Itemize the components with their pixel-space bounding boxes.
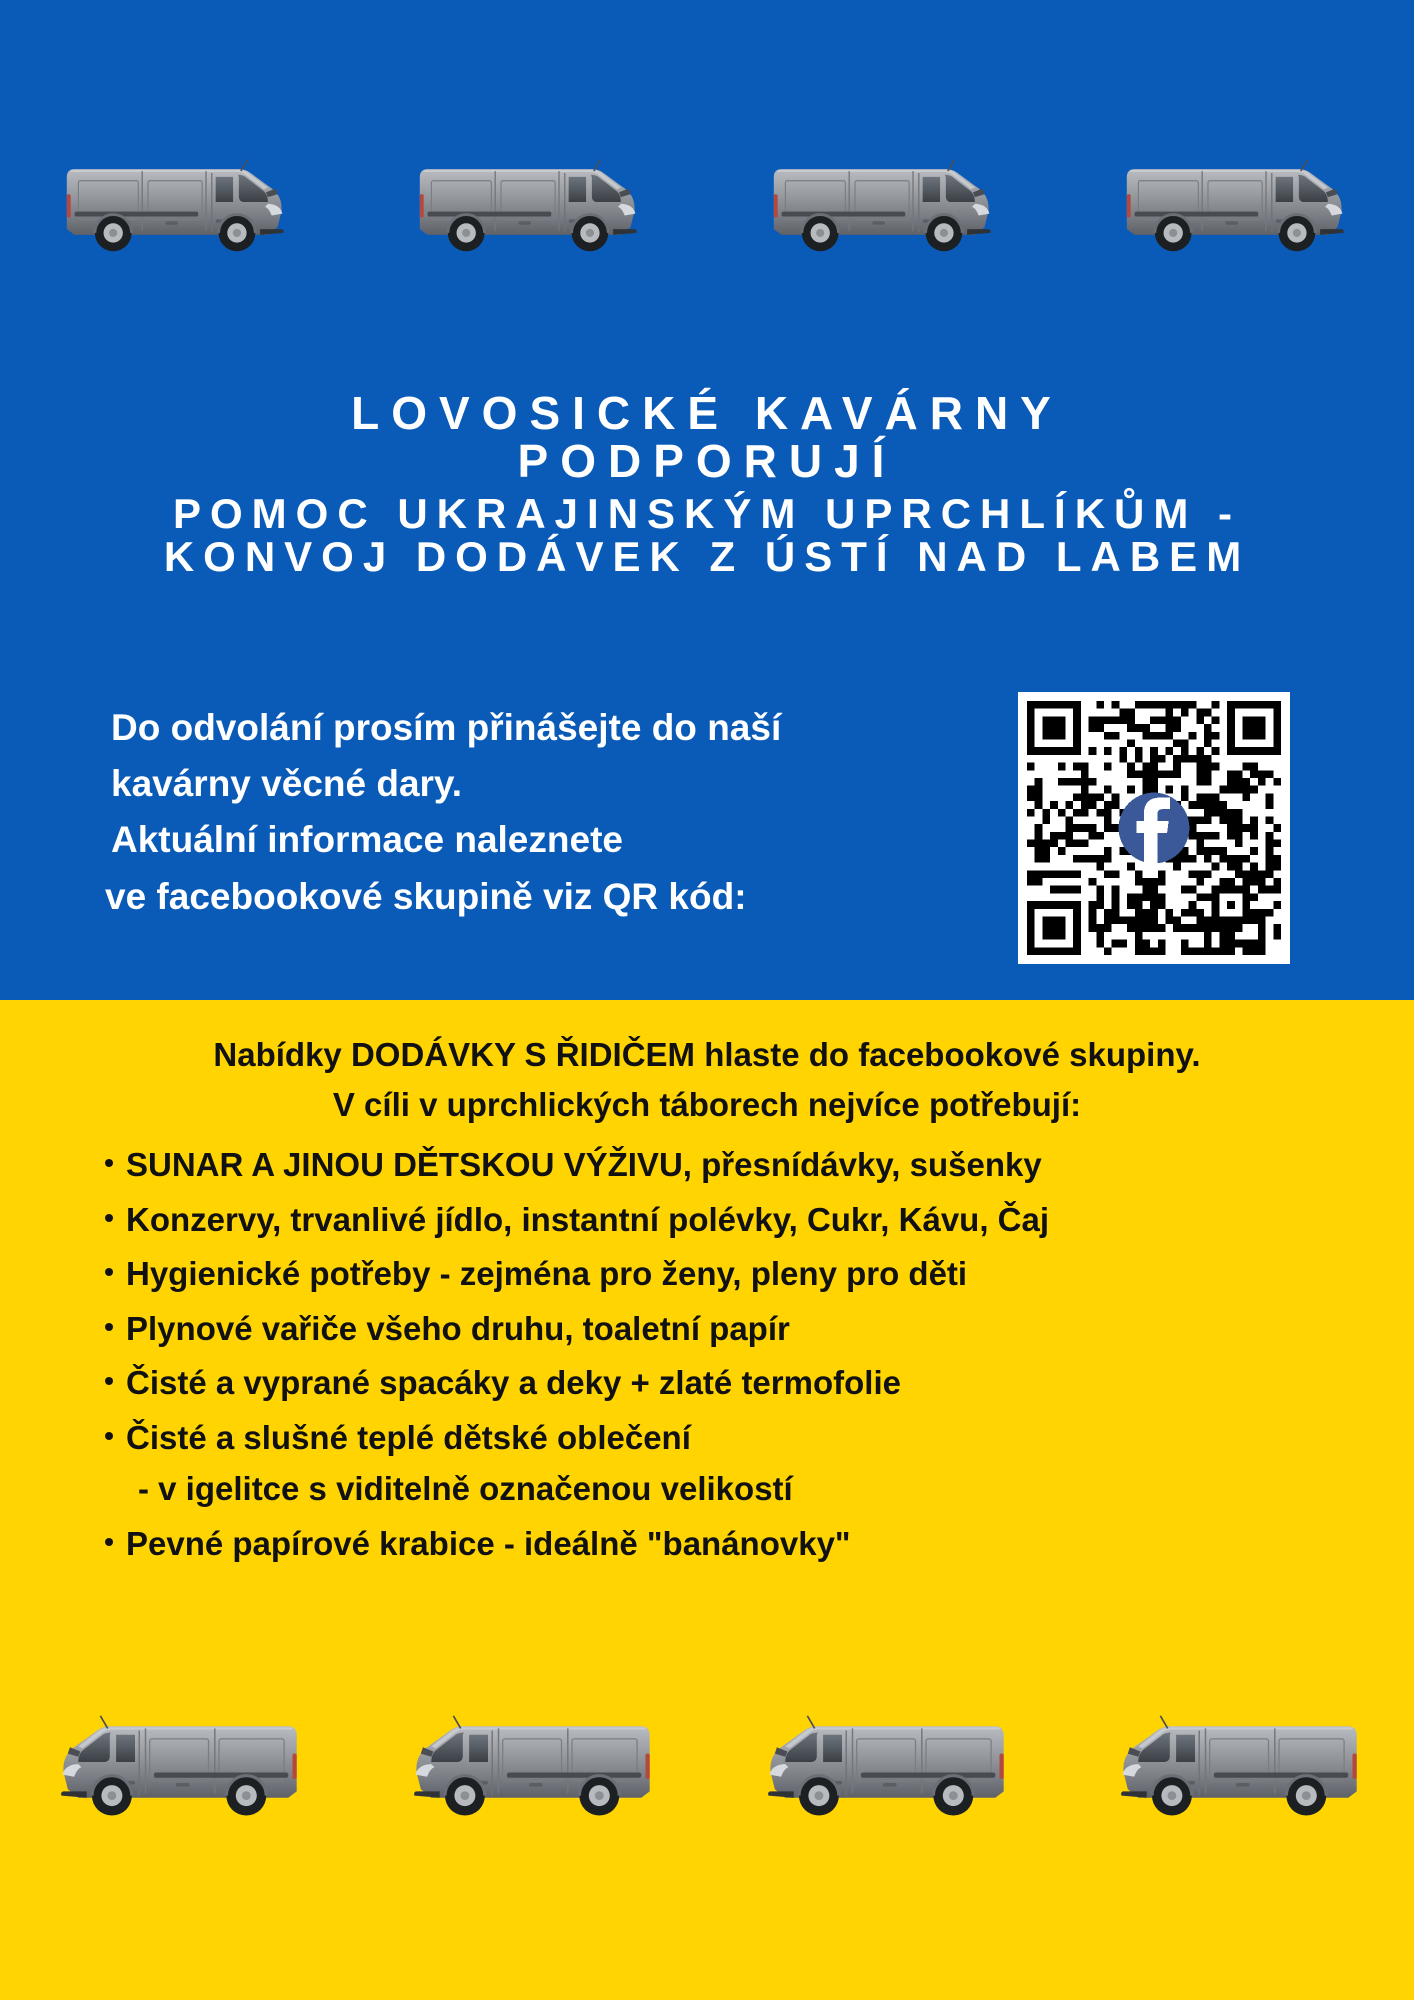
headline-block: [0, 387, 1414, 581]
need-item: [92, 1142, 1392, 1188]
van-illustration-top: [768, 144, 1000, 260]
van-illustration: [768, 144, 1000, 260]
yellow-heading-block: [0, 1030, 1414, 1129]
headline-line-2: PODPORUJÍ: [517, 434, 897, 487]
yellow-heading-line-2: V cíli v uprchlických táborech nejvíce potřebují:: [332, 1085, 1082, 1123]
van-illustration: [61, 144, 293, 260]
need-item-sublabel: - v igelitce s viditelně označenou velikostí: [138, 1470, 793, 1508]
need-item: [92, 1521, 1392, 1567]
bullet-icon: •: [104, 1310, 114, 1342]
need-item-label: Čisté a vyprané spacáky a deky + zlaté termofolie: [126, 1364, 901, 1402]
need-item: [92, 1415, 1392, 1461]
van-illustration-top: [414, 144, 646, 260]
van-illustration: [1121, 144, 1353, 260]
van-illustration: [1111, 1699, 1363, 1825]
headline-line-3: POMOC UKRAJINSKÝM UPRCHLÍKŮM -: [173, 489, 1241, 537]
qr-matrix: [1027, 701, 1281, 955]
van-illustration-bottom: [404, 1699, 656, 1825]
headline-line-1: LOVOSICKÉ KAVÁRNY: [351, 387, 1063, 439]
need-item-label: SUNAR A JINOU DĚTSKOU VÝŽIVU, přesnídávky, sušenky: [126, 1146, 1042, 1183]
van-illustration-bottom: [758, 1699, 1010, 1825]
need-item-label: Hygienické potřeby - zejména pro ženy, pleny pro děti: [126, 1255, 968, 1293]
van-illustration: [758, 1699, 1010, 1825]
facebook-logo-icon: [1119, 793, 1190, 864]
van-illustration-bottom: [1111, 1699, 1363, 1825]
van-row-bottom: [0, 1655, 1414, 1825]
need-item: [92, 1197, 1392, 1243]
van-illustration: [414, 144, 646, 260]
needed-items-list: [92, 1142, 1392, 1575]
need-item-label: Plynové vařiče všeho druhu, toaletní papír: [126, 1309, 790, 1347]
van-illustration-top: [61, 144, 293, 260]
need-item-label: Pevné papírové krabice - ideálně "banánovky": [126, 1524, 851, 1562]
instruction-line-3: Aktuální informace naleznete: [111, 819, 623, 861]
bullet-icon: •: [104, 1256, 114, 1288]
van-illustration: [404, 1699, 656, 1825]
van-illustration: [51, 1699, 303, 1825]
facebook-qr-code[interactable]: [1018, 692, 1290, 964]
bullet-icon: •: [104, 1147, 114, 1178]
van-illustration-bottom: [51, 1699, 303, 1825]
instruction-line-2: kavárny věcné dary.: [111, 763, 463, 805]
need-item-label: Konzervy, trvanlivé jídlo, instantní polévky, Cukr, Kávu, Čaj: [126, 1200, 1050, 1238]
need-item: [92, 1251, 1392, 1297]
need-item-label: Čisté a slušné teplé dětské oblečení: [126, 1418, 691, 1456]
need-item: [92, 1360, 1392, 1406]
headline-line-4: KONVOJ DODÁVEK Z ÚSTÍ NAD LABEM: [163, 533, 1251, 581]
bullet-icon: •: [104, 1365, 114, 1397]
instruction-line-4: ve facebookové skupině viz QR kód:: [105, 875, 747, 917]
van-row-top: [0, 120, 1414, 260]
bullet-icon: •: [104, 1201, 114, 1233]
donation-instructions: [105, 700, 985, 925]
bullet-icon: •: [104, 1419, 114, 1451]
van-illustration-top: [1121, 144, 1353, 260]
need-item: [92, 1306, 1392, 1352]
bullet-icon: •: [104, 1525, 114, 1557]
instruction-line-1: Do odvolání prosím přinášejte do naší: [111, 707, 782, 748]
yellow-heading-line-1: Nabídky DODÁVKY S ŘIDIČEM hlaste do facebookové skupiny.: [213, 1036, 1201, 1073]
